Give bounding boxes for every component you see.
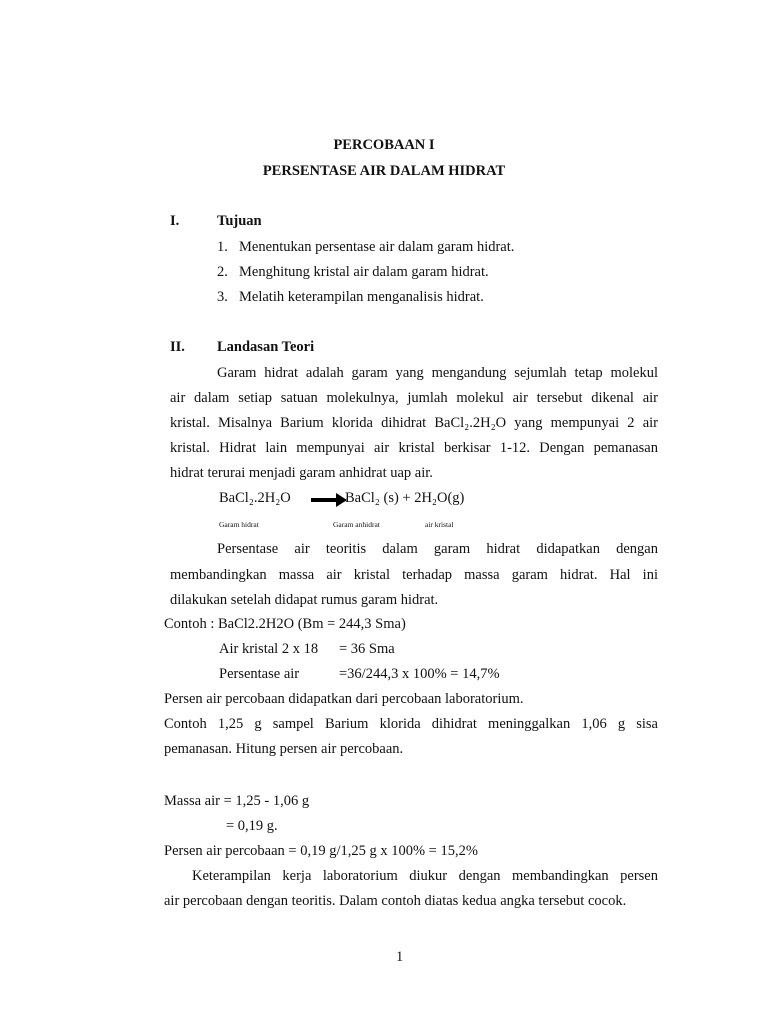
page-number: 1 [396, 949, 404, 965]
example-line: Contoh : BaCl2.2H2O (Bm = 244,3 Sma) [164, 616, 406, 632]
label-garam-anhidrat: Garam anhidrat [333, 520, 380, 529]
paragraph-line: Keterampilan kerja laboratorium diukur dengan membandingkan persen [192, 868, 658, 884]
reaction-products: BaCl₂ (s) + 2H₂O(g) [345, 490, 465, 506]
section-1-heading: Tujuan [217, 213, 262, 229]
list-item-number: 1. [217, 239, 228, 255]
list-item: Melatih keterampilan menganalisis hidrat. [239, 289, 484, 305]
paragraph-line: air percobaan dengan teoritis. Dalam contoh diatas kedua angka tersebut cocok. [164, 893, 627, 909]
list-item-number: 3. [217, 289, 228, 305]
example-label: Persentase air [219, 666, 300, 682]
paragraph-line: membandingkan massa air kristal terhadap massa garam hidrat. Hal ini [170, 567, 658, 583]
section-2-heading: Landasan Teori [217, 339, 315, 355]
calc-line: Massa air = 1,25 - 1,06 g [164, 793, 310, 809]
section-2-number: II. [170, 339, 185, 355]
list-item: Menentukan persentase air dalam garam hidrat. [239, 239, 515, 255]
paragraph-line: pemanasan. Hitung persen air percobaan. [164, 741, 404, 757]
paragraph-line: Contoh 1,25 g sampel Barium klorida dihidrat meninggalkan 1,06 g sisa [164, 716, 658, 732]
label-air-kristal: air kristal [425, 520, 454, 529]
example-value: = 36 Sma [339, 641, 395, 657]
paragraph-line: kristal. Hidrat lain mempunyai air kristal berkisar 1-12. Dengan pemanasan [170, 440, 658, 456]
example-value: =36/244,3 x 100% = 14,7% [339, 666, 500, 682]
reaction-reactant: BaCl₂.2H₂O [219, 490, 291, 506]
calc-line: Persen air percobaan = 0,19 g/1,25 g x 100% = 15,2% [164, 843, 478, 859]
paragraph-line: Persen air percobaan didapatkan dari percobaan laboratorium. [164, 691, 524, 707]
paragraph-line: Garam hidrat adalah garam yang mengandung sejumlah tetap molekul [217, 365, 658, 381]
title-persentase: PERSENTASE AIR DALAM HIDRAT [262, 163, 506, 179]
paragraph-line: dilakukan setelah didapat rumus garam hidrat. [170, 592, 439, 608]
paragraph-line: kristal. Misalnya Barium klorida dihidrat BaCl₂.2H₂O yang mempunyai 2 air [170, 415, 658, 431]
calc-line: = 0,19 g. [226, 818, 278, 834]
example-label: Air kristal 2 x 18 [219, 641, 319, 657]
paragraph-line: air dalam setiap satuan molekulnya, jumlah molekul air tersebut dikenal air [170, 390, 658, 406]
section-1-number: I. [170, 213, 180, 229]
list-item-number: 2. [217, 264, 228, 280]
label-garam-hidrat: Garam hidrat [219, 520, 259, 529]
reaction-arrow-icon [311, 493, 347, 507]
paragraph-line: hidrat terurai menjadi garam anhidrat uap air. [170, 465, 433, 481]
title-percobaan: PERCOBAAN I [333, 137, 435, 153]
list-item: Menghitung kristal air dalam garam hidrat. [239, 264, 489, 280]
paragraph-line: Persentase air teoritis dalam garam hidrat didapatkan dengan [217, 541, 658, 557]
